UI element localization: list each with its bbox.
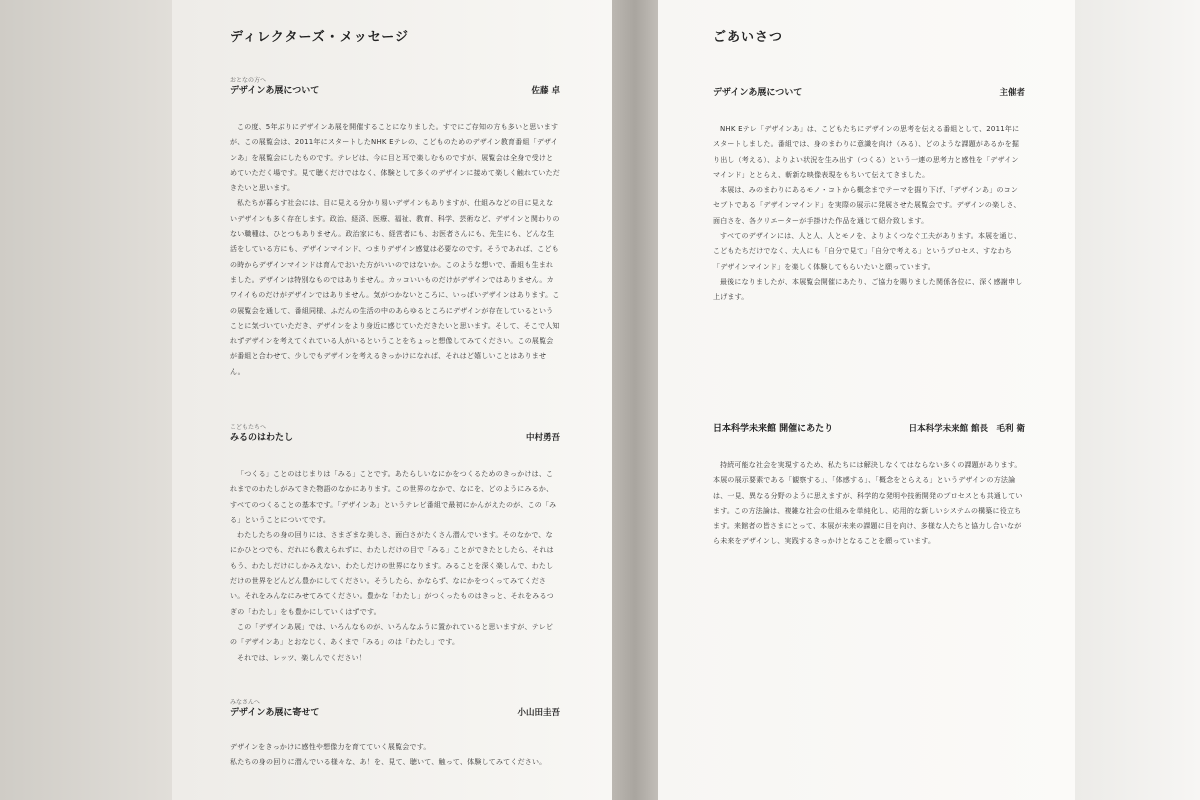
section-header [713, 421, 1025, 434]
section-ruby: みなさんへ [230, 699, 260, 706]
section-header [230, 705, 560, 718]
panel-title: ごあいさつ [713, 30, 784, 45]
left-panel [172, 0, 612, 800]
paragraph: わたしたちの身の回りには、さまざまな美しさ、面白さがたくさん潜んでいます。そのなかで、なにかひとつでも、だれにも教えられずに、わたしだけの目で「みる」ことができたとしたら、それはもう、わたしだけにしかみえない、わたしだけの世界になります。みることを深く楽しんで、わたしだけの世界をどんどん豊かにしてください。そうしたら、かならず、なにかをつくってみてください。それをみんなにみせてみてください。豊かな「わたし」がつくったものはきっと、それをみるつぎの「わたし」をも豊かにしていくはずです。 [230, 531, 554, 616]
section-ruby: こどもたちへ [230, 424, 267, 431]
paragraph: 持続可能な社会を実現するため、私たちには解決しなくてはならない多くの課題があります。本展の展示要素である「観察する」、「体感する」、「概念をとらえる」というデザインの方法論は、一見、異なる分野のように思えますが、科学的な発明や技術開発のプロセスとも共通しています。この方法論は、複雑な社会の仕組みを単純化し、応用的な新しいシステムの構築に役立ちます。来館者の皆さまにとって、本展が未来の課題に目を向け、多様な人たちと協力し合いながら未来をデザインし、実践するきっかけとなることを願っています。 [713, 461, 1023, 546]
section-author: 日本科学未来館 館長 毛利 衛 [908, 424, 1025, 434]
section-heading: デザインあ展について [230, 86, 320, 96]
section-header [230, 430, 560, 443]
paragraph: デザインをきっかけに感性や想像力を育てていく展覧会です。 [230, 743, 431, 751]
section-miru [230, 422, 560, 666]
section-author: 小山田圭吾 [517, 708, 560, 718]
section-ruby: おとなの方へ [230, 77, 267, 84]
paragraph: NHK Eテレ「デザインあ」は、こどもたちにデザインの思考を伝える番組として、2011年にスタートしました。番組では、身のまわりに意識を向け（みる）、どのような課題があるかを掘り出し（考える）、よりよい状況を生み出す（つくる）という一連の思考力と感性を「デザインマインド」ととらえ、斬新な映像表現をもちいて伝えてきました。 [713, 125, 1020, 179]
section-author: 中村勇吾 [525, 433, 560, 443]
paragraph: 私たちが暮らす社会には、目に見える分かり易いデザインもありますが、仕組みなどの目に見えないデザインも多く存在します。政治、経済、医療、福祉、教育、科学、芸術など、デザインと関わりのない職種は、ひとつもありません。政治家にも、経営者にも、お医者さんにも、先生にも、どんな生活をしている方にも、デザインマインド、つまりデザイン感覚は必要なのです。そうであれば、こどもの時からデザインマインドは育んでおいた方がいいのではないか。このような想いで、番組も生まれました。デザインは特別なものではありません。カッコいいものだけがデザインではありません。カワイイものだけがデザインではありません。気がつかないところに、いっぱいデザインはあります。この展覧会を通して、番組同様、ふだんの生活の中のあらゆるところにデザインが存在しているということに気づいていただき、デザインをより身近に感じていただきたいと思います。そして、そこで人知れずデザインを考えてくれている人がいるということをちょっと想像してみてください。この展覧会が番組と合わせて、少しでもデザインを考えるきっかけになれば、それはど嬉しいことはありません。 [230, 199, 560, 376]
section-heading: デザインあ展に寄せて [230, 708, 320, 718]
section-heading: 日本科学未来館 開催にあたり [713, 424, 834, 434]
section-author: 佐藤 卓 [531, 86, 560, 96]
section-body [230, 120, 560, 380]
wall-gap [610, 0, 660, 800]
section-body [713, 458, 1025, 550]
paragraph: 最後になりましたが、本展覧会開催にあたり、ご協力を賜りました関係各位に、深く感謝申し上げます。 [713, 277, 1023, 302]
section-body [713, 122, 1025, 306]
section-header [230, 83, 560, 96]
section-author: 主催者 [999, 88, 1025, 98]
paragraph: この度、5年ぶりにデザインあ展を開催することになりました。すでにご存知の方も多いと思いますが、この展覧会は、2011年にスタートしたNHK Eテレの、こどものためのデザイン教育番組「デザインあ」を展覧会にしたものです。テレビは、今に目と耳で楽しむものですが、展覧会は全身で受けとめていただく場です。見て聴くだけではなく、体験として多くのデザインに接めて楽しく触れていただきたいと思います。 [230, 123, 561, 193]
section-body [230, 740, 560, 771]
paragraph: すべてのデザインには、人と人、人とモノを、よりよくつなぐ工夫があります。本展を通じ、こどもたちだけでなく、大人にも「自分で見て」「自分で考える」というプロセス、すなわち「デザインマインド」を楽しく体験してもらいたいと願っています。 [713, 232, 1022, 271]
paragraph: 「つくる」ことのはじまりは「みる」ことです。あたらしいなにかをつくるためのきっかけは、これまでのわたしがみてきた物語のなかにあります。この世界のなかで、なにを、どのようにみるか、すべてのつくることの基本です。「デザインあ」というテレビ番組で最初にかんがえたのが、この「みる」ということについてです。 [230, 470, 557, 524]
wall-left [0, 0, 180, 800]
paragraph: それでは、レッツ、楽しんでください！ [237, 653, 367, 662]
section-heading: みるのはわたし [230, 433, 294, 443]
paragraph: 私たちの身の回りに潜んでいる様々な、あ！を、見て、聴いて、触って、体験してみてください。 [230, 758, 547, 767]
paragraph: 本展は、みのまわりにあるモノ・コトから概念までテーマを掘り下げ、「デザインあ」のコンセプトである「デザインマインド」を実際の展示に発展させた展覧会です。デザインの楽しさ、面白さを、各クリエーターが手掛けた作品を通じて紹介致します。 [713, 186, 1021, 225]
wall-right [1075, 0, 1200, 800]
section-museum [713, 421, 1025, 550]
section-body [230, 467, 560, 666]
right-panel [658, 0, 1075, 800]
panel-title: ディレクターズ・メッセージ [230, 30, 410, 45]
section-heading: デザインあ展について [713, 88, 803, 98]
paragraph: この「デザインあ展」では、いろんなものが、いろんなふうに置かれていると思いますが、テレビの「デザインあ」とおなじく、あくまで「みる」のは「わたし」です。 [230, 622, 554, 647]
section-about [230, 75, 560, 380]
section-header [713, 85, 1025, 98]
section-yosete [230, 697, 560, 771]
section-greeting [713, 85, 1025, 306]
